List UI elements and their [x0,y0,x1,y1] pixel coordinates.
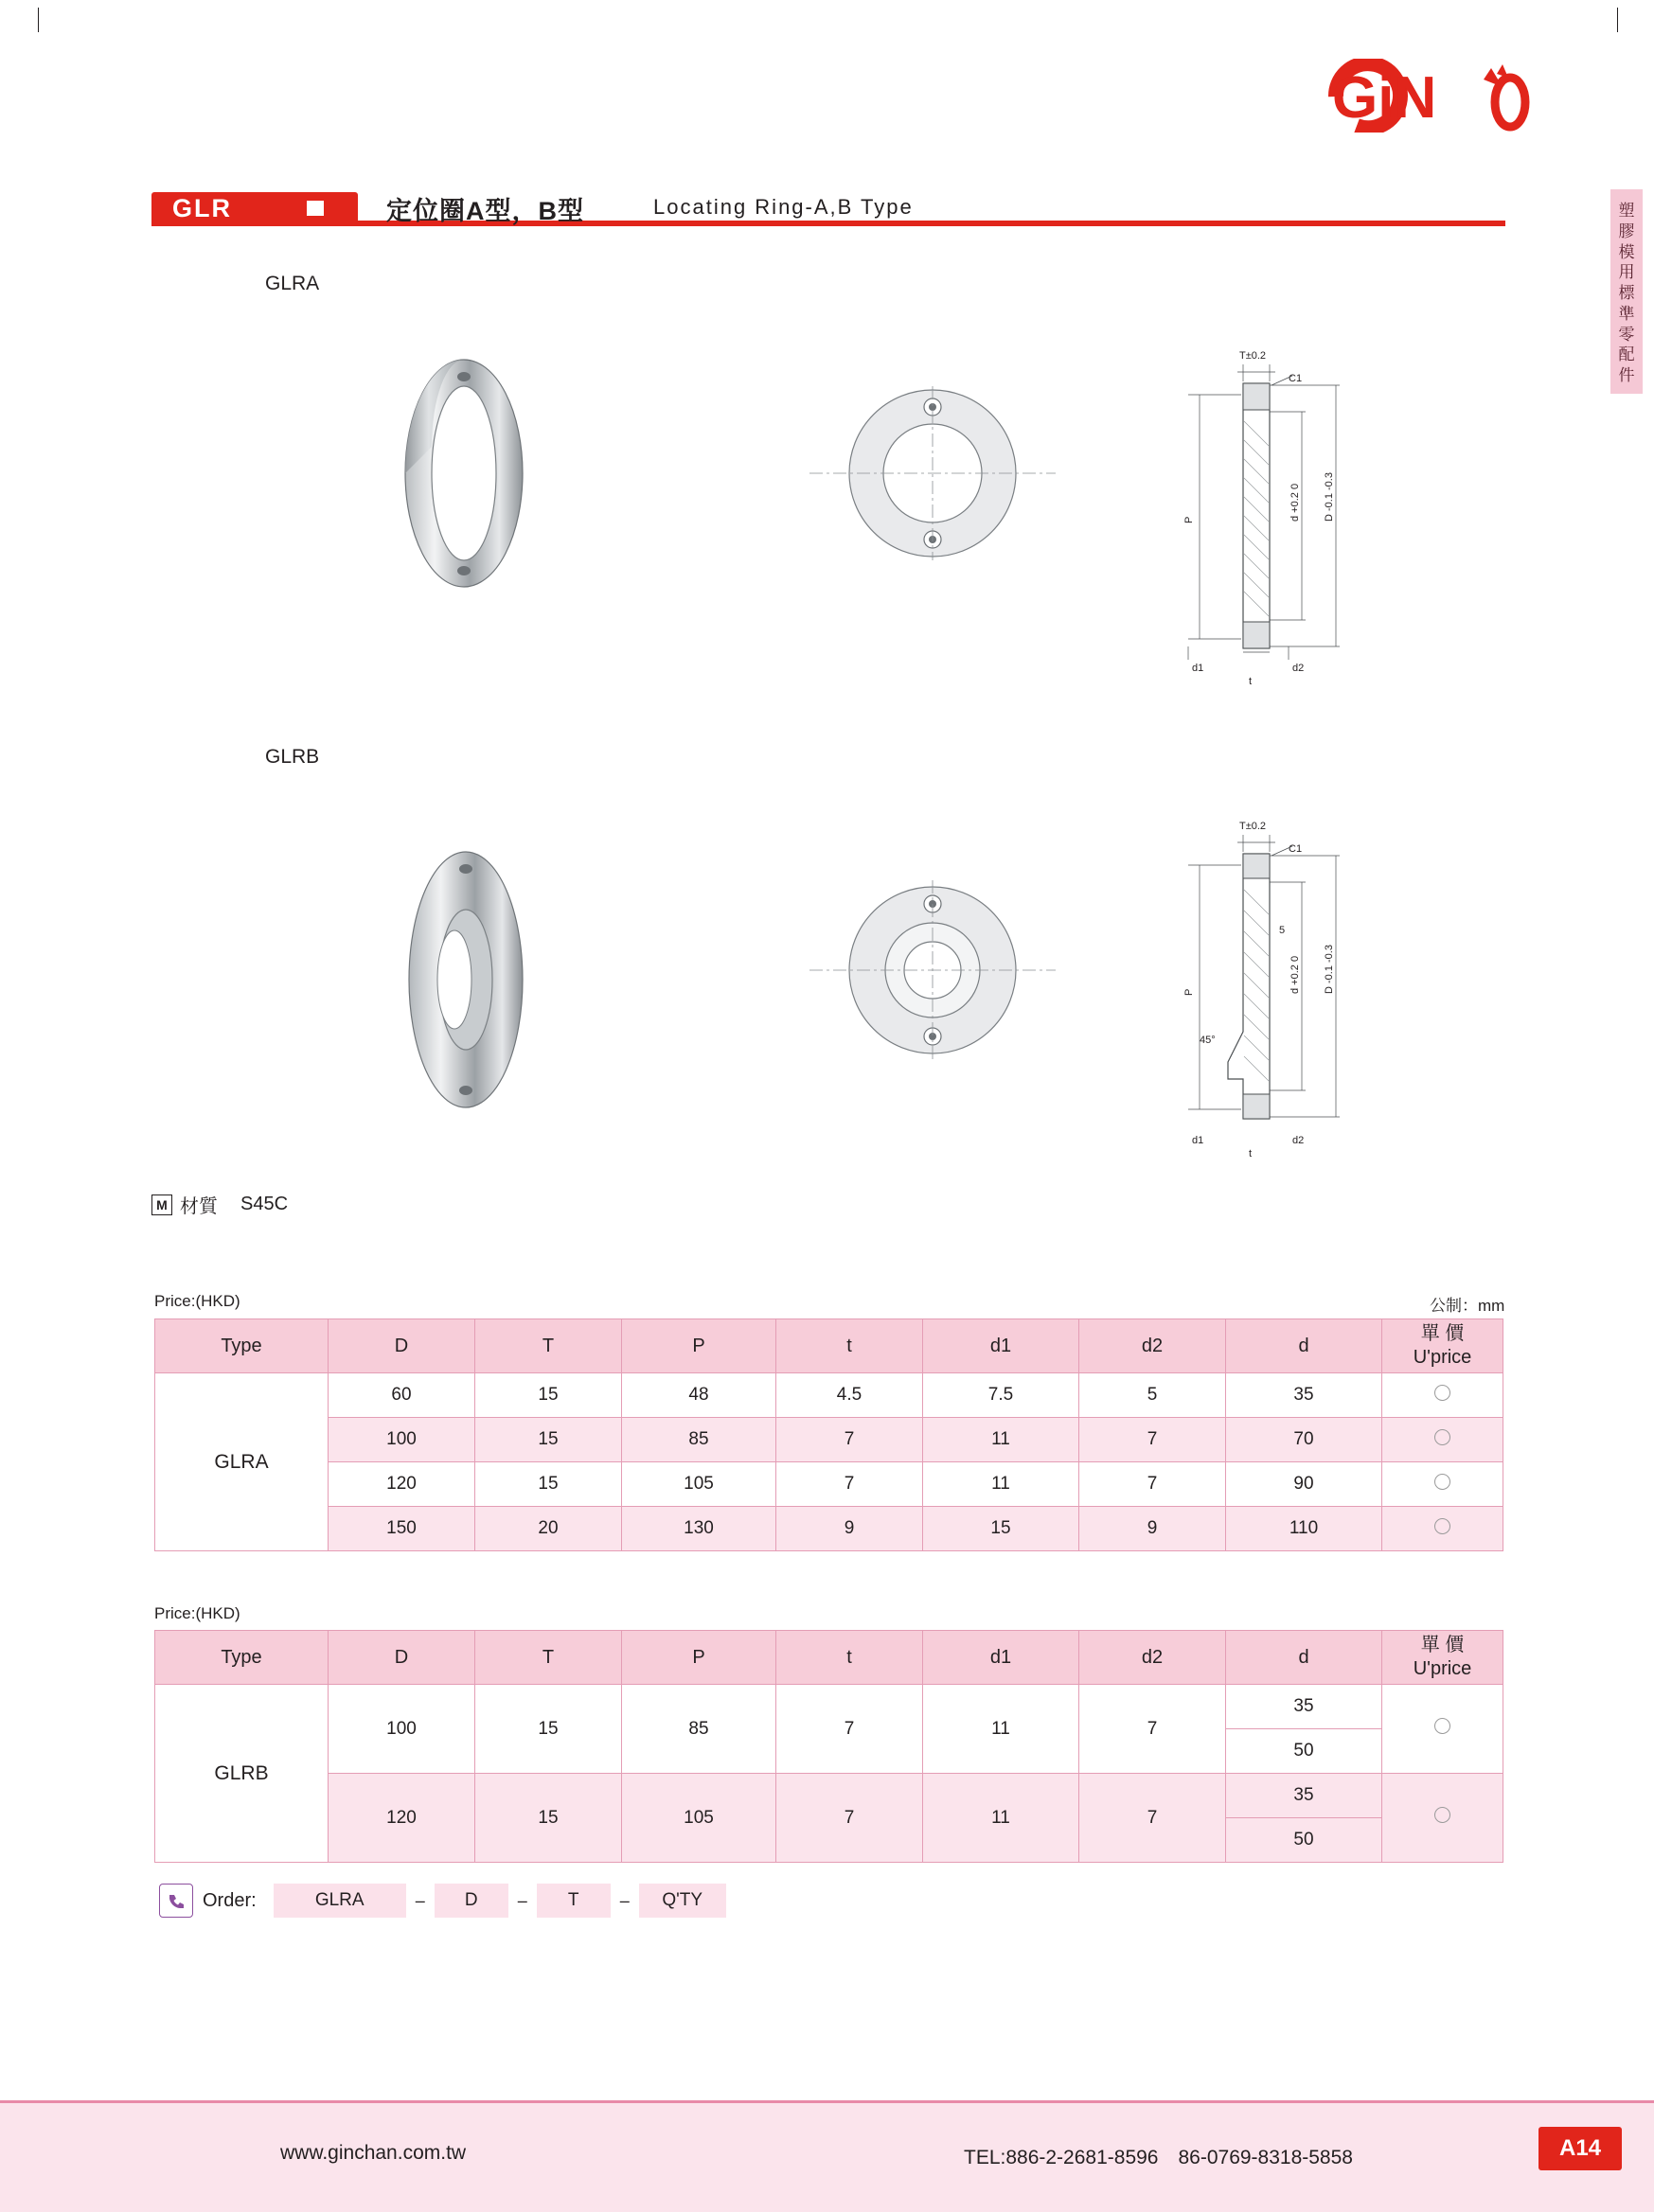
col-d: d [1226,1319,1382,1373]
cell-p: 130 [622,1507,776,1551]
col-d1: d1 [923,1319,1079,1373]
footer-rule [0,2100,1654,2103]
cell-d: 35 [1226,1685,1382,1729]
material-value: S45C [240,1194,289,1214]
uprice-circle-icon [1434,1429,1450,1445]
svg-text:P: P [1183,988,1195,996]
cell-d-outer: 100 [329,1685,475,1774]
cell-t: 15 [475,1373,622,1418]
order-separator: – [415,1890,425,1910]
page-number: A14 [1538,2127,1622,2170]
col-d2: d2 [1079,1631,1226,1685]
svg-text:d2: d2 [1292,1135,1305,1146]
crop-mark-top-right [1617,8,1618,32]
cell-t: 15 [475,1462,622,1507]
col-p: P [622,1319,776,1373]
svg-text:T±0.2: T±0.2 [1239,350,1267,362]
cell-p: 85 [622,1685,776,1774]
spec-table-glra [154,1318,1503,1551]
cell-d-outer: 120 [329,1462,475,1507]
order-separator: – [619,1890,630,1910]
svg-text:5: 5 [1279,925,1286,936]
glra-isometric-drawing [369,350,559,596]
cell-uprice [1382,1685,1503,1774]
col-d: d [1226,1631,1382,1685]
material-note [151,1191,288,1218]
cell-d2: 7 [1079,1418,1226,1462]
col-t-small: t [776,1319,923,1373]
cell-d1: 11 [923,1418,1079,1462]
cell-d: 35 [1226,1774,1382,1818]
table-row [155,1462,1503,1507]
col-d2: d2 [1079,1319,1226,1373]
cell-d: 70 [1226,1418,1382,1462]
cell-t-small: 9 [776,1507,923,1551]
tag-square-icon [307,201,324,216]
cell-d1: 11 [923,1462,1079,1507]
table-row [155,1373,1503,1418]
order-part-d[interactable]: D [435,1884,508,1918]
cell-t-small: 7 [776,1462,923,1507]
svg-text:GiN: GiN [1332,65,1437,131]
cell-t-small: 4.5 [776,1373,923,1418]
side-tab: 塑 膠 模 用 標 準 零 配 件 [1610,189,1643,394]
col-d-outer: D [329,1631,475,1685]
cell-d2: 9 [1079,1507,1226,1551]
svg-text:d +0.2 0: d +0.2 0 [1289,955,1301,994]
spec-table-glrb [154,1630,1503,1863]
order-separator: – [517,1890,527,1910]
cell-uprice [1382,1507,1503,1551]
svg-text:D -0.1 -0.3: D -0.1 -0.3 [1324,472,1335,522]
cell-d1: 15 [923,1507,1079,1551]
cell-t-small: 7 [776,1418,923,1462]
svg-text:P: P [1183,516,1195,523]
svg-text:45°: 45° [1200,1035,1216,1046]
side-tab-text: 塑 [1618,202,1635,220]
col-t: T [475,1631,622,1685]
svg-text:t: t [1249,676,1253,687]
cell-uprice [1382,1774,1503,1863]
cell-p: 85 [622,1418,776,1462]
cell-t-small: 7 [776,1685,923,1774]
cell-t: 15 [475,1685,622,1774]
page-title-en: Locating Ring-A,B Type [653,195,914,219]
cell-uprice [1382,1462,1503,1507]
cell-t: 20 [475,1507,622,1551]
cell-p: 48 [622,1373,776,1418]
cell-d2: 7 [1079,1685,1226,1774]
row-type-glrb: GLRB [155,1685,329,1863]
table-row [155,1685,1503,1729]
cell-d-outer: 100 [329,1418,475,1462]
glra-section-view [1150,327,1396,705]
material-icon: M [151,1194,172,1215]
cell-d: 90 [1226,1462,1382,1507]
footer-tel: TEL:886-2-2681-8596 86-0769-8318-5858 [964,2147,1353,2168]
col-type: Type [155,1631,329,1685]
order-label: Order: [203,1889,257,1911]
svg-text:d1: d1 [1192,1135,1204,1146]
cell-d1: 11 [923,1685,1079,1774]
table-row [155,1418,1503,1462]
order-icon [159,1884,193,1918]
order-part-type[interactable]: GLRA [274,1884,406,1918]
cell-d: 50 [1226,1818,1382,1863]
cell-t-small: 7 [776,1774,923,1863]
material-label: 材質 [180,1196,218,1217]
glrb-isometric-drawing [379,842,559,1117]
product-code-tag [151,192,358,224]
cell-t: 15 [475,1418,622,1462]
cell-uprice [1382,1373,1503,1418]
row-type-glra: GLRA [155,1373,329,1551]
uprice-circle-icon [1434,1807,1450,1823]
col-type: Type [155,1319,329,1373]
price-label-glrb: Price:(HKD) [154,1604,240,1622]
cell-d2: 7 [1079,1462,1226,1507]
svg-text:d +0.2 0: d +0.2 0 [1289,483,1301,522]
cell-d-outer: 150 [329,1507,475,1551]
col-d-outer: D [329,1319,475,1373]
table-header-row [155,1631,1503,1685]
col-t: T [475,1319,622,1373]
page-title-bar [151,192,1505,224]
cell-d-outer: 60 [329,1373,475,1418]
order-part-qty[interactable]: Q'TY [639,1884,726,1918]
uprice-circle-icon [1434,1518,1450,1534]
page-footer [0,2100,1654,2212]
cell-uprice [1382,1418,1503,1462]
uprice-circle-icon [1434,1385,1450,1401]
col-uprice: 單 價 U'price [1382,1319,1503,1373]
svg-text:C1: C1 [1289,373,1303,384]
col-uprice: 單 價 U'price [1382,1631,1503,1685]
page-title-cn: 定位圈A型，B型 [386,197,584,225]
cell-d1: 11 [923,1774,1079,1863]
cell-d: 50 [1226,1729,1382,1774]
product-code-text: GLR [172,193,232,222]
cell-d: 110 [1226,1507,1382,1551]
crop-mark-top-left [38,8,39,32]
glrb-front-view [800,861,1065,1079]
uprice-circle-icon [1434,1718,1450,1734]
table-row [155,1774,1503,1818]
svg-text:d1: d1 [1192,663,1204,674]
glrb-section-view [1150,795,1396,1193]
cell-d2: 7 [1079,1774,1226,1863]
glra-front-view [800,379,1065,568]
cell-d2: 5 [1079,1373,1226,1418]
svg-text:C1: C1 [1289,843,1303,855]
svg-text:t: t [1249,1148,1253,1159]
svg-text:D -0.1 -0.3: D -0.1 -0.3 [1324,945,1335,994]
table-header-row [155,1319,1503,1373]
svg-text:T±0.2: T±0.2 [1239,821,1267,832]
order-line [159,1884,726,1918]
brand-logo [1325,59,1552,133]
cell-d1: 7.5 [923,1373,1079,1418]
col-d1: d1 [923,1631,1079,1685]
cell-p: 105 [622,1462,776,1507]
cell-t: 15 [475,1774,622,1863]
col-t-small: t [776,1631,923,1685]
section-label-glra: GLRA [265,273,320,294]
cell-p: 105 [622,1774,776,1863]
unit-label-glra: 公制：mm [1430,1297,1505,1315]
cell-d-outer: 120 [329,1774,475,1863]
uprice-circle-icon [1434,1474,1450,1490]
col-p: P [622,1631,776,1685]
cell-d: 35 [1226,1373,1382,1418]
order-part-t[interactable]: T [537,1884,611,1918]
section-label-glrb: GLRB [265,746,320,768]
footer-website[interactable]: www.ginchan.com.tw [280,2142,467,2164]
price-label-glra: Price:(HKD) [154,1292,240,1310]
table-row [155,1507,1503,1551]
svg-text:d2: d2 [1292,663,1305,674]
